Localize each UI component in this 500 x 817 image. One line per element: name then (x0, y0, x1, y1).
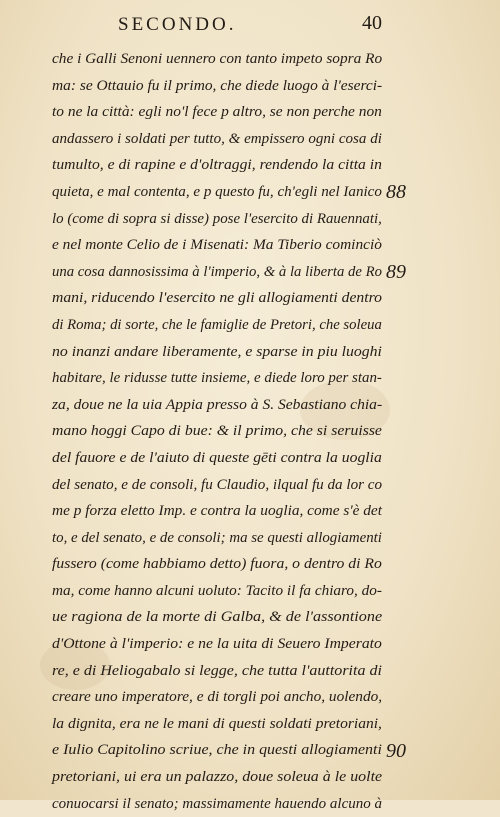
text-line (52, 259, 382, 286)
body-text (52, 46, 382, 817)
running-header (100, 14, 420, 40)
text-line (52, 206, 382, 233)
text-line-content: conuocarsi il senato; massimamente hauendo alcuno à (52, 795, 383, 812)
text-line-content: di Roma; di sorte, che le famiglie de Pretori, che soleua (52, 316, 382, 333)
text-line-content: to ne la città: egli no'l fece p altro, se non perche non (52, 104, 382, 121)
text-line (52, 578, 382, 605)
text-line-content: d'Ottone à l'imperio: e ne la uita di Seuero Imperato (52, 636, 382, 653)
running-title: SECONDO. (118, 14, 237, 35)
text-line (52, 711, 382, 738)
text-line-content: habitare, le ridusse tutte insieme, e diede loro per stan- (52, 370, 382, 387)
text-line (52, 179, 382, 206)
margin-number: 90 (386, 739, 406, 762)
text-line-content: creare uno imperatore, e di torgli poi ancho, uolendo, (52, 689, 383, 706)
text-line (52, 445, 382, 472)
text-line-content: me p forza eletto Imp. e contra la uoglia, come s'è det (52, 503, 383, 520)
text-line-content: to, e del senato, e de consoli; ma se questi allogiamenti (52, 529, 382, 546)
text-line-content: e nel monte Celio de i Misenati: Ma Tiberio cominciò (52, 237, 382, 254)
text-line (52, 312, 382, 339)
text-line (52, 126, 382, 153)
text-line (52, 232, 382, 259)
margin-number: 88 (386, 181, 406, 203)
text-line (52, 99, 382, 126)
text-line-content: no inanzi andare liberamente, e sparse in piu luoghi (52, 343, 382, 360)
text-line-content: pretoriani, ui era un palazzo, doue soleua à le uolte (52, 769, 383, 786)
text-line-content: e Iulio Capitolino scriue, che in questi allogiamenti (52, 742, 382, 759)
text-line (52, 339, 382, 366)
text-line-content: che i Galli Senoni uennero con tanto impeto sopra Ro (52, 51, 383, 67)
text-line (52, 152, 382, 179)
margin-number: 89 (386, 260, 406, 283)
text-line-content: lo (come di sopra si disse) pose l'esercito di Rauennati, (52, 210, 382, 227)
text-line-content: del senato, e de consoli, fu Claudio, ilqual fu da lor co (52, 476, 383, 493)
text-line (52, 525, 382, 552)
text-line (52, 684, 382, 711)
text-line-content: mani, riducendo l'esercito ne gli allogiamenti dentro (52, 290, 382, 307)
text-line-content: fussero (come habbiamo detto) fuora, o dentro di Ro (52, 556, 382, 573)
text-line (52, 392, 382, 419)
text-line (52, 73, 382, 100)
text-line-content: ma: se Ottauio fu il primo, che diede luogo à l'eserci- (52, 77, 383, 94)
text-line (52, 791, 382, 817)
text-line (52, 365, 382, 392)
folio-number: 40 (362, 12, 382, 34)
text-line (52, 46, 382, 73)
text-line (52, 472, 382, 499)
text-line-content: za, doue ne la uia Appia presso à S. Sebastiano chia- (52, 396, 383, 413)
text-line (52, 631, 382, 658)
text-line-content: ue ragiona de la morte di Galba, & de l'assontione (52, 609, 383, 626)
text-line (52, 737, 382, 764)
text-line-content: tumulto, e di rapine e d'oltraggi, rendendo la citta in (52, 157, 382, 174)
text-line (52, 604, 382, 631)
text-line (52, 658, 382, 685)
text-line-content: una cosa dannosissima à l'imperio, & à la liberta de Ro (52, 263, 382, 280)
text-line-content: andassero i soldati per tutto, & empissero ogni cosa di (52, 130, 382, 147)
text-line (52, 285, 382, 312)
text-line-content: ma, come hanno alcuni uoluto: Tacito il fa chiaro, do- (52, 582, 382, 599)
text-line (52, 551, 382, 578)
text-line (52, 498, 382, 525)
text-line-content: mano hoggi Capo di bue: & il primo, che si seruisse (52, 423, 382, 440)
text-line-content: del fauore e de l'aiuto di queste gēti contra la uoglia (52, 449, 382, 466)
text-line-content: la dignita, era ne le mani di questi soldati pretoriani, (52, 715, 382, 732)
text-line-content: re, e di Heliogabalo si legge, che tutta l'auttorita di (52, 662, 382, 679)
text-line (52, 418, 382, 445)
text-line (52, 764, 382, 791)
text-line-content: quieta, e mal contenta, e p questo fu, ch'egli nel Ianico (52, 183, 382, 200)
